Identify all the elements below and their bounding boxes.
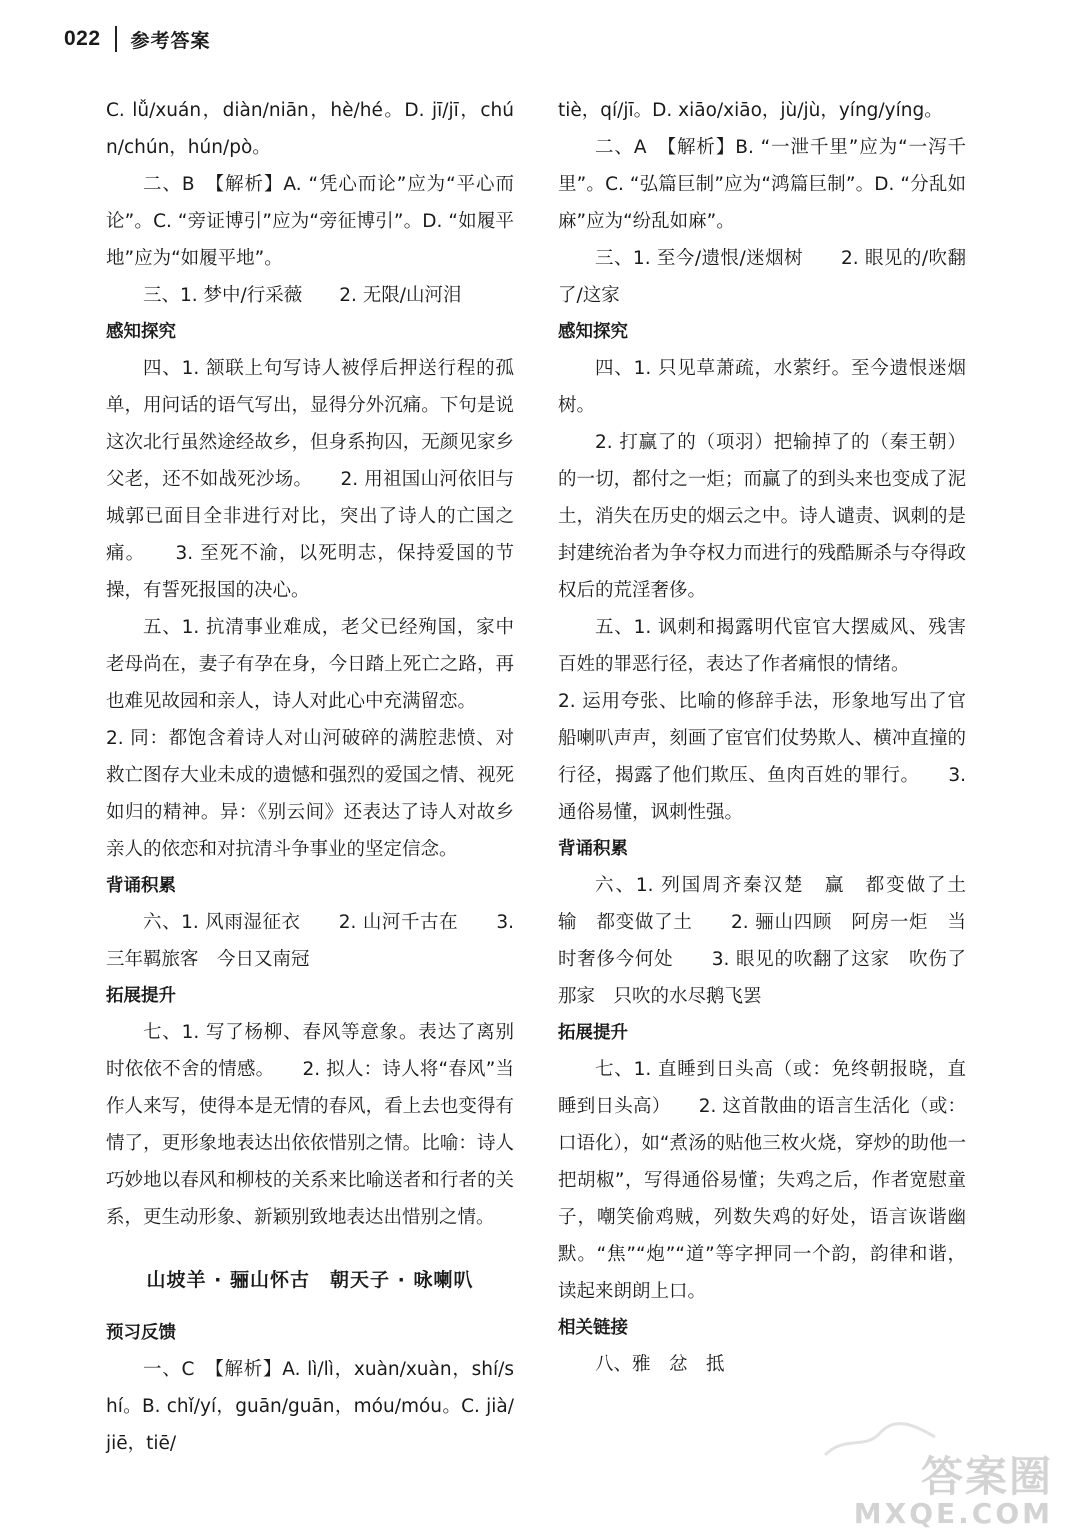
answer-paragraph: 六、1. 列国周齐秦汉楚 赢 都变做了土 输 都变做了土 2. 骊山四顾 阿房一炬 当时奢侈今何处 3. 眼见的吹翻了这家 吹伤了那家 只吹的水尽鹅飞罢 [558, 875, 985, 1007]
lesson-title: 山坡羊 · 骊山怀古 朝天子 · 咏喇叭 [146, 1269, 474, 1291]
watermark-text: 答案圈 [920, 1452, 1053, 1501]
answer-paragraph: 五、1. 讽刺和揭露明代宦官大摆威风、残害百姓的罪恶行径，表达了作者痛恨的情绪。 [558, 617, 966, 675]
section-heading: 拓展提升 [106, 986, 176, 1006]
answer-paragraph: 2. 打赢了的（项羽）把输掉了的（秦王朝）的一切，都付之一炬；而赢了的到头来也变成了泥土，消失在历史的烟云之中。诗人谴责、讽刺的是封建统治者为争夺权力而进行的残酷厮杀与夺得政权后的荒淫奢侈。 [558, 432, 966, 601]
section-heading: 背诵积累 [106, 876, 176, 896]
section-heading: 预习反馈 [106, 1323, 176, 1343]
answer-paragraph: 七、1. 直睡到日头高（或：免终朝报晓，直睡到日头高） 2. 这首散曲的语言生活化（或：口语化），如“煮汤的贴他三枚火烧，穿炒的助他一把胡椒”，写得通俗易懂；失鸡之后，作者宽慰童子，嘲笑偷鸡贼，列数失鸡的好处，语言诙谐幽默。“焦”“炮”“道”等字押同一个韵，韵律和谐，读起来朗朗上口。 [558, 1059, 966, 1302]
watermark-domain: MXQE.COM [853, 1497, 1053, 1530]
section-heading: 拓展提升 [558, 1023, 628, 1043]
answer-paragraph: 八、雅 忿 抵 [595, 1354, 725, 1375]
answer-paragraph: 三、1. 梦中/行采薇 2. 无限/山河泪 [143, 285, 462, 306]
answer-paragraph: 七、1. 写了杨柳、春风等意象。表达了离别时依依不舍的情感。 2. 拟人：诗人将“春风”当作人来写，使得本是无情的春风，看上去也变得有情了，更形象地表达出依依惜别之情。比喻：诗人巧妙地以春风和柳枝的关系来比喻送者和行者的关系，更生动形象、新颖别致地表达出惜别之情。 [106, 1022, 514, 1228]
answer-paragraph: 2. 运用夸张、比喻的修辞手法，形象地写出了官船喇叭声声，刻画了宦官们仗势欺人、横冲直撞的行径，揭露了他们欺压、鱼肉百姓的罪行。 3. 通俗易懂，讽刺性强。 [558, 691, 966, 823]
answer-paragraph: 三、1. 至今/遗恨/迷烟树 2. 眼见的/吹翻了/这家 [558, 248, 966, 306]
left-column [106, 92, 514, 1462]
header-title: 参考答案 [130, 29, 211, 52]
answer-paragraph: 二、A 【解析】B. “一泄千里”应为“一泻千里”。C. “弘篇巨制”应为“鸿篇巨制”。D. “分乱如麻”应为“纷乱如麻”。 [558, 137, 966, 232]
right-column [558, 92, 985, 1383]
page-header [64, 22, 211, 56]
answer-paragraph: C. lǚ/xuán，diàn/niān，hè/hé。D. jī/jī，chún/chún，hún/pò。 [106, 100, 514, 158]
answer-paragraph: tiè，qí/jī。D. xiāo/xiāo，jù/jù，yíng/yíng。 [558, 100, 943, 121]
section-heading: 背诵积累 [558, 839, 628, 859]
answer-paragraph: 六、1. 风雨湿征衣 2. 山河千古在 3. 三年羁旅客 今日又南冠 [106, 912, 514, 970]
answer-paragraph: 四、1. 颔联上句写诗人被俘后押送行程的孤单，用问话的语气写出，显得分外沉痛。下句是说这次北行虽然途经故乡，但身系拘囚，无颜见家乡父老，还不如战死沙场。 2. 用祖国山河依旧与城郭已面目全非进行对比，突出了诗人的亡国之痛。 3. 至死不渝，以死明志，保持爱国的节操，有誓死报国的决心。 [106, 358, 514, 601]
section-heading: 相关链接 [558, 1318, 628, 1338]
answer-paragraph: 四、1. 只见草萧疏，水萦纡。至今遗恨迷烟树。 [558, 358, 966, 416]
section-heading: 感知探究 [106, 322, 176, 342]
answer-paragraph: 五、1. 抗清事业难成，老父已经殉国，家中老母尚在，妻子有孕在身，今日踏上死亡之路，再也难见故园和亲人，诗人对此心中充满留恋。 [106, 617, 514, 712]
answer-paragraph: 二、B 【解析】A. “凭心而论”应为“平心而论”。C. “旁证博引”应为“旁征博引”。D. “如履平地”应为“如履平地”。 [106, 174, 514, 269]
header-divider [115, 26, 117, 52]
site-watermark-logo [853, 1444, 1053, 1530]
page-number: 022 [64, 27, 101, 50]
section-heading: 感知探究 [558, 322, 628, 342]
answer-paragraph: 2. 同：都饱含着诗人对山河破碎的满腔悲愤、对救亡图存大业未成的遗憾和强烈的爱国之情、视死如归的精神。异：《别云间》还表达了诗人对故乡亲人的依恋和对抗清斗争事业的坚定信念。 [106, 728, 514, 860]
answer-paragraph: 一、C 【解析】A. lì/lì，xuàn/xuàn，shí/shí。B. chǐ/yí，guān/guān，móu/móu。C. jià/jiē，tiē/ [106, 1359, 514, 1454]
